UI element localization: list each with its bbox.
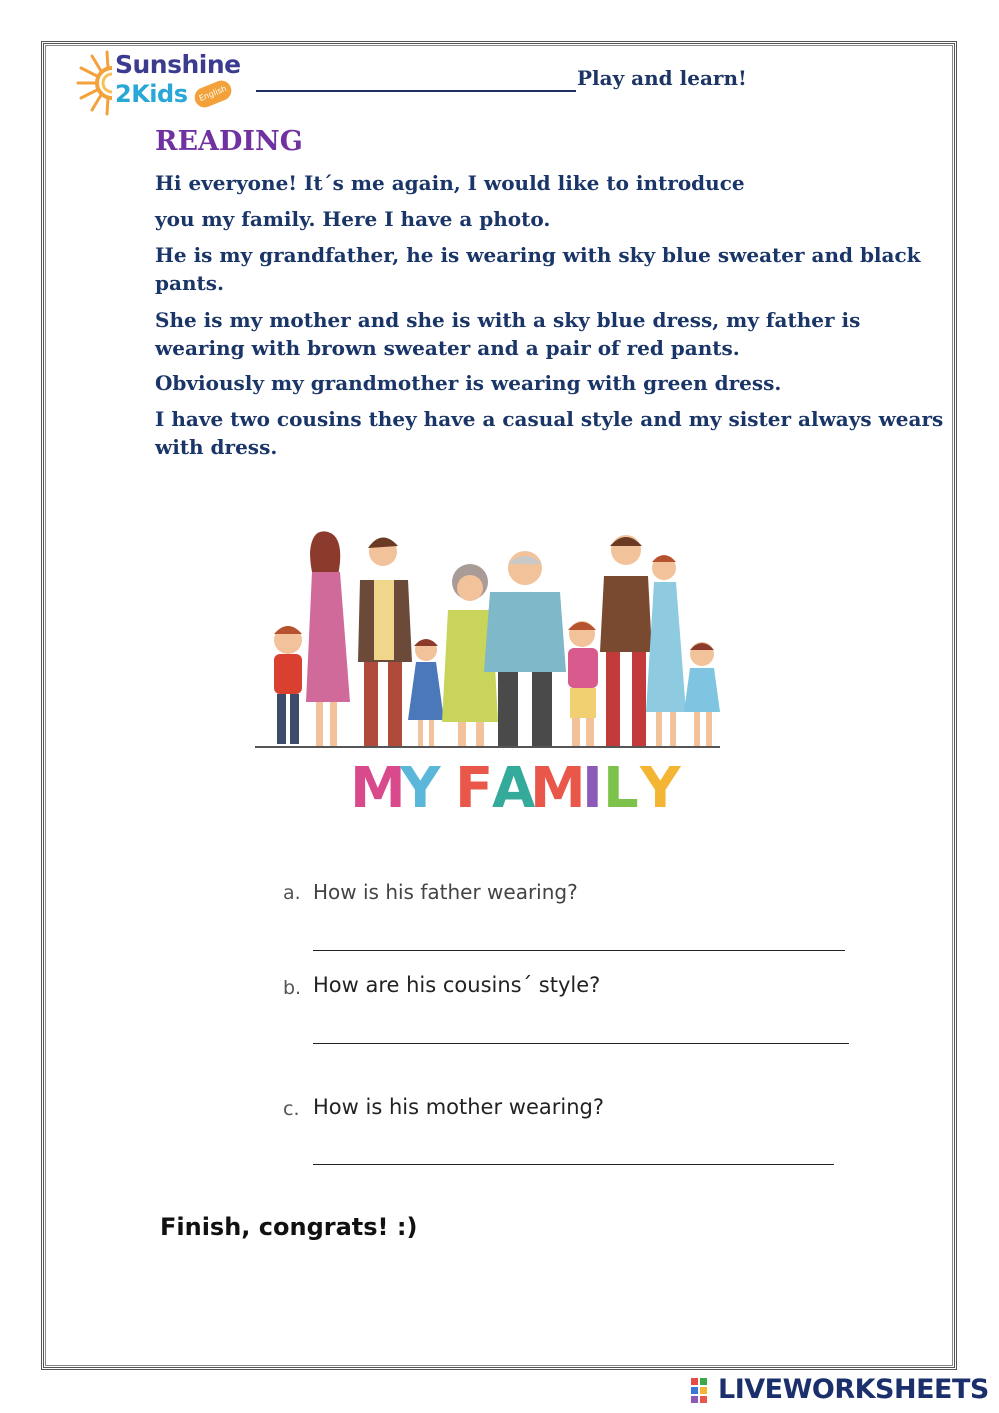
- question-letter: c.: [283, 1098, 300, 1120]
- caption-letter: A: [492, 756, 536, 821]
- sister-figure: [408, 639, 444, 746]
- reading-paragraph: Obviously my grandmother is wearing with green dress.: [155, 371, 782, 395]
- reading-paragraph: I have two cousins they have a casual style and my sister always wears with dress.: [155, 407, 944, 459]
- caption-letter: Y: [640, 756, 681, 821]
- liveworksheets-logo-icon: [690, 1376, 718, 1404]
- father-brown-figure: [358, 537, 412, 746]
- question-letter: b.: [283, 977, 302, 999]
- section-title: READING: [155, 126, 303, 157]
- logo-wordmark-bottom: 2Kids: [115, 80, 188, 108]
- finish-message: Finish, congrats! :): [160, 1213, 418, 1241]
- question-text: How is his mother wearing?: [313, 1095, 604, 1119]
- reading-paragraph: He is my grandfather, he is wearing with sky blue sweater and black pants.: [155, 243, 921, 295]
- answer-line[interactable]: [313, 950, 845, 951]
- cousin-girl-figure: [684, 642, 720, 746]
- caption-letter: L: [603, 756, 639, 821]
- cousin-boy-figure: [274, 626, 302, 744]
- question-letter: a.: [283, 882, 301, 904]
- logo-wordmark-top: Sunshine: [115, 50, 241, 79]
- caption-letter: M: [350, 756, 406, 821]
- family-illustration: [250, 522, 740, 822]
- liveworksheets-brand: LIVEWORKSHEETS: [718, 1374, 989, 1405]
- answer-line[interactable]: [313, 1043, 849, 1044]
- father-red-figure: [600, 535, 652, 746]
- caption-letter: I: [582, 756, 603, 821]
- tagline: Play and learn!: [577, 66, 747, 90]
- mother-figure: [306, 531, 350, 746]
- logo-badge: English: [192, 78, 235, 111]
- caption-letter: F: [455, 756, 494, 821]
- reading-paragraph: you my family. Here I have a photo.: [155, 207, 551, 231]
- reading-paragraph: Hi everyone! It´s me again, I would like to introduce: [155, 171, 745, 195]
- caption-letter: Y: [400, 756, 441, 821]
- caption-letter: M: [530, 756, 586, 821]
- question-text: How are his cousins´ style?: [313, 973, 601, 997]
- answer-line[interactable]: [313, 1164, 834, 1165]
- reading-paragraph: She is my mother and she is with a sky blue dress, my father is wearing with brown sweater and a pair of red pants.: [155, 308, 861, 360]
- question-text: How is his father wearing?: [313, 880, 578, 904]
- cousin-boy-pink-figure: [568, 621, 598, 746]
- mother-blue-figure: [646, 555, 686, 746]
- name-blank-line: [256, 90, 576, 92]
